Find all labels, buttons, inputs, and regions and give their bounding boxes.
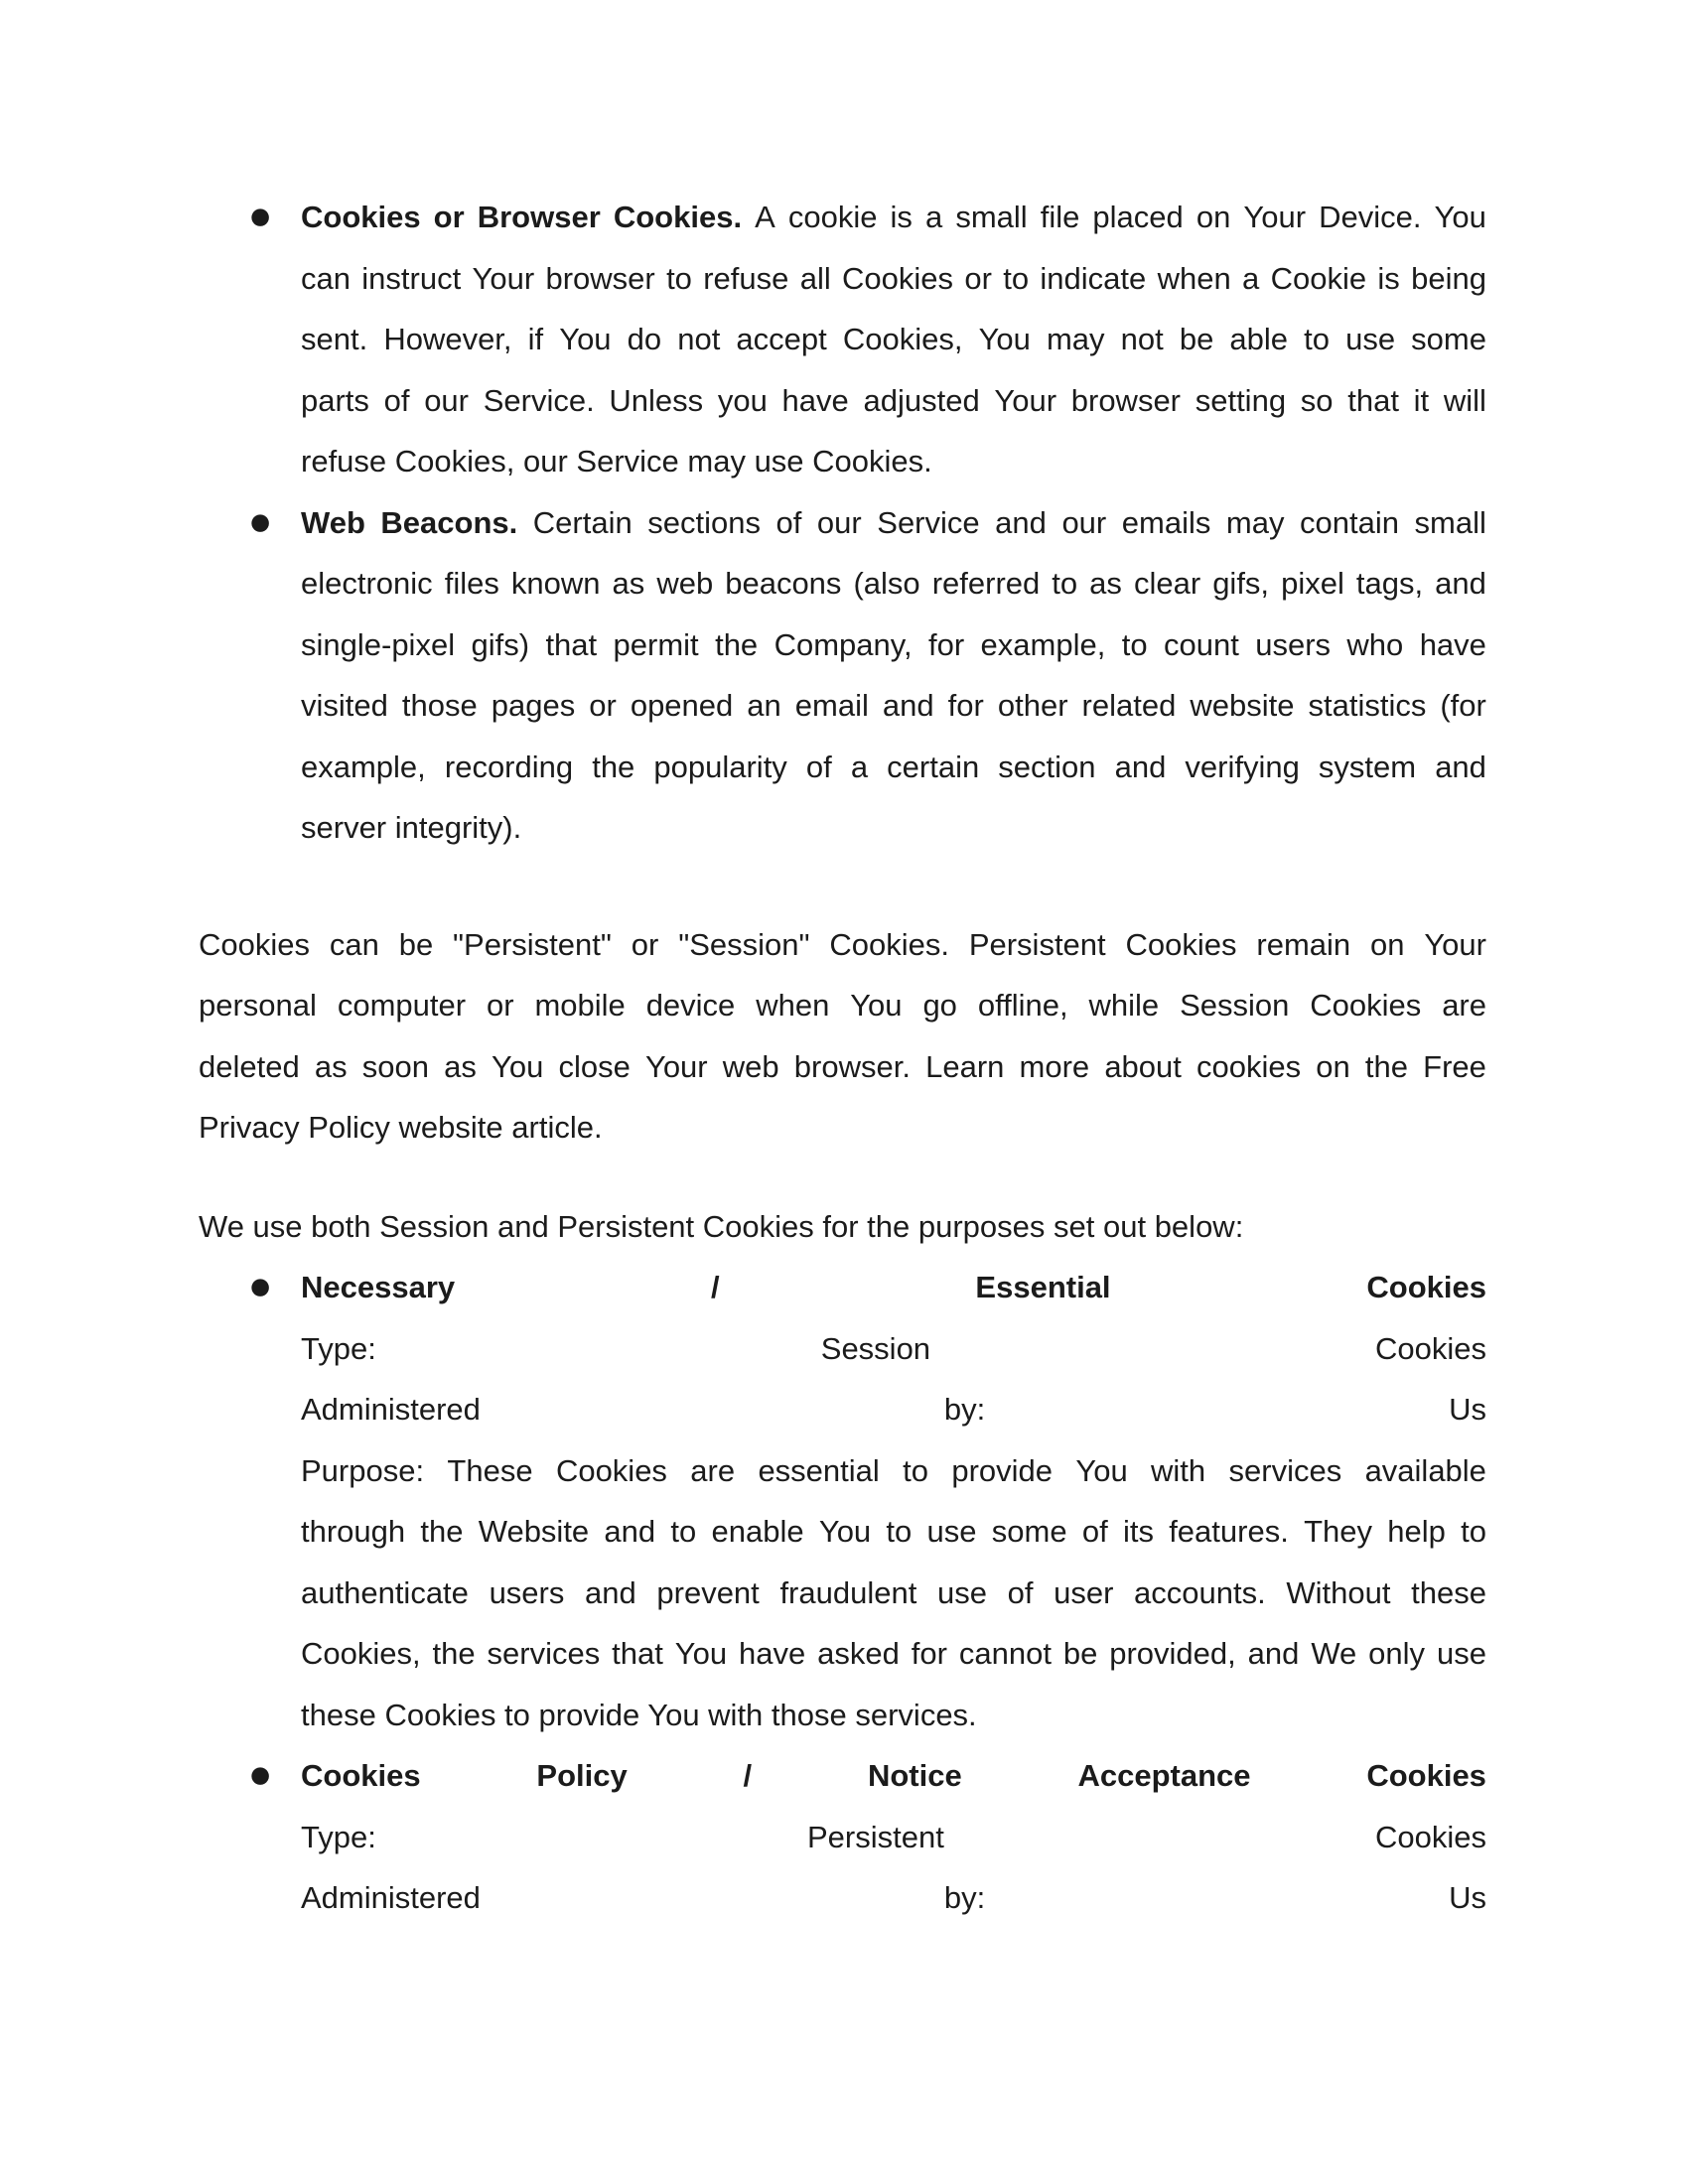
text-line (301, 1318, 1486, 1380)
text-line (301, 1807, 1486, 1868)
word: to (666, 260, 692, 296)
text-line (301, 1379, 1486, 1440)
word: as (314, 1048, 348, 1084)
word: web (656, 566, 714, 601)
word: Cookies (1310, 988, 1422, 1023)
word: use (1436, 1636, 1486, 1671)
word: of (1007, 1574, 1034, 1610)
word: as (1089, 566, 1122, 601)
word: sections (647, 504, 761, 540)
word: while (1088, 988, 1160, 1023)
word: You (1075, 1452, 1128, 1488)
word: of (1081, 1514, 1108, 1549)
word: certain (887, 749, 980, 784)
text-line (199, 914, 1486, 976)
word: to (1121, 626, 1148, 662)
word: some (991, 1514, 1067, 1549)
word: being (1411, 260, 1486, 296)
word: adjusted (863, 382, 980, 418)
word: You (978, 322, 1031, 356)
word: an (747, 688, 781, 723)
text-line: Privacy Policy website article. (199, 1110, 603, 1145)
word: its (1122, 1514, 1154, 1549)
list-item-text (301, 1745, 1486, 1929)
list-item-text (301, 187, 1486, 492)
word: "Session" (678, 926, 810, 962)
word: those (401, 688, 478, 723)
word: about (1104, 1048, 1182, 1084)
word: electronic (301, 566, 433, 601)
list-item-text (301, 1257, 1486, 1745)
word: Administered (301, 1392, 481, 1427)
word: Cookies (842, 260, 954, 296)
word: will (1443, 382, 1486, 418)
word: recording (444, 749, 574, 784)
word: pages (491, 688, 576, 723)
word: be (398, 926, 434, 962)
word: accept (736, 322, 827, 356)
paragraph-persistent-session (199, 914, 1486, 1159)
word: by: (943, 1880, 986, 1915)
word: mobile (534, 988, 626, 1023)
word: Persistent (968, 926, 1106, 962)
text-line (301, 614, 1486, 676)
word: by: (943, 1392, 986, 1427)
word: Your (1424, 926, 1486, 962)
word: gifs, (1212, 566, 1270, 601)
bullet-icon: ● (250, 1762, 271, 1788)
word: the (420, 1514, 464, 1549)
word: opened (630, 688, 734, 723)
word: clear (1133, 566, 1201, 601)
word: pixel (1281, 566, 1344, 601)
word: have (781, 382, 849, 418)
word: to (886, 1514, 913, 1549)
word: available (1364, 1452, 1486, 1488)
word: setting (1195, 382, 1287, 418)
word-bold: Browser (477, 200, 601, 234)
word: verifying (1185, 749, 1300, 784)
word-bold: Web (301, 504, 365, 540)
word: these (1411, 1574, 1486, 1610)
word: and (1114, 749, 1167, 784)
word: when (756, 988, 830, 1023)
word: referred (931, 566, 1041, 601)
word: a (925, 200, 943, 234)
word: example, (301, 749, 426, 784)
word: Unless (609, 382, 704, 418)
word: computer (337, 988, 467, 1023)
word: have (1419, 626, 1486, 662)
word: to (1003, 260, 1030, 296)
word: the (715, 626, 759, 662)
word: provided, (1109, 1636, 1236, 1671)
word: Your (994, 382, 1057, 418)
word: you (717, 382, 768, 418)
bullet-icon: ● (250, 204, 271, 229)
word: popularity (653, 749, 787, 784)
word: authenticate (301, 1574, 469, 1610)
word: permit (613, 626, 699, 662)
text-line: these Cookies to provide You with those services. (301, 1697, 977, 1732)
text-line: server integrity). (301, 810, 522, 845)
word: You (818, 1514, 872, 1549)
word: or (964, 260, 992, 296)
word: is (890, 200, 913, 234)
word-bold: Cookies (301, 200, 421, 234)
word: may (1046, 322, 1105, 356)
word: as (444, 1048, 477, 1084)
word: that (1347, 382, 1399, 418)
word: refuse (703, 260, 789, 296)
word: for (947, 688, 984, 723)
text-line (301, 553, 1486, 614)
word: of (805, 749, 832, 784)
word: personal (199, 988, 317, 1023)
word: cookie (787, 200, 878, 234)
word: We (1311, 1636, 1357, 1671)
word: asked (817, 1636, 900, 1671)
word: able (1229, 322, 1289, 356)
word: users (1255, 626, 1332, 662)
word: essential (758, 1452, 880, 1488)
text-line: We use both Session and Persistent Cookies for the purposes set out below: (199, 1208, 1244, 1244)
word: Your (1243, 200, 1307, 234)
word: Cookies (1125, 926, 1237, 962)
word-bold: Cookies (1366, 1270, 1486, 1304)
word: Service (877, 504, 980, 540)
cookies-policy-content (199, 187, 1486, 1929)
word: Us (1449, 1880, 1486, 1915)
word: are (1442, 988, 1486, 1023)
word: not (1120, 322, 1164, 356)
word: You (559, 322, 612, 356)
word: provide (951, 1452, 1054, 1488)
text-line (301, 370, 1486, 432)
word: Cookies. (829, 926, 949, 962)
word: or (589, 688, 617, 723)
word: placed (1092, 200, 1184, 234)
text-line (301, 492, 1486, 554)
word: and (1435, 749, 1486, 784)
word: may (1225, 504, 1285, 540)
word: Learn (925, 1048, 1005, 1084)
list-item-cookies-policy-acceptance (199, 1745, 1486, 1929)
word: our (424, 382, 469, 418)
word: Administered (301, 1880, 481, 1915)
word: related (1081, 688, 1177, 723)
word: can (301, 260, 351, 296)
word: for (927, 626, 965, 662)
word: soon (361, 1048, 429, 1084)
word: Cookies, (301, 1636, 421, 1671)
word: have (738, 1636, 806, 1671)
word: when (1157, 260, 1231, 296)
word: gifs) (471, 626, 530, 662)
word: be (1179, 322, 1214, 356)
word: use (936, 1574, 987, 1610)
word: not (677, 322, 721, 356)
word: features. (1169, 1514, 1289, 1549)
word: browser. (793, 1048, 911, 1084)
word: for (911, 1636, 947, 1671)
text-line (301, 1867, 1486, 1929)
word: that (545, 626, 598, 662)
word: Free (1423, 1048, 1486, 1084)
word: Device. (1319, 200, 1422, 234)
word: Website (478, 1514, 590, 1549)
word: small (1414, 504, 1486, 540)
word: Service. (483, 382, 595, 418)
word-bold: Cookies. (613, 200, 743, 234)
word: to (1461, 1514, 1486, 1549)
text-line (199, 975, 1486, 1036)
word-bold: or (433, 200, 465, 234)
word: services (1228, 1452, 1342, 1488)
word: so (1300, 382, 1334, 418)
word: a (1242, 260, 1260, 296)
word: Without (1286, 1574, 1391, 1610)
text-line (301, 1257, 1486, 1318)
word: users (489, 1574, 565, 1610)
paragraph-purposes-intro (199, 1196, 1486, 1258)
text-line (301, 1440, 1486, 1502)
word: user (1054, 1574, 1114, 1610)
word: Cookies, (842, 322, 963, 356)
word: as (612, 566, 645, 601)
word: are (690, 1452, 736, 1488)
word: only (1368, 1636, 1426, 1671)
word: statistics (1308, 688, 1427, 723)
word: on (1370, 926, 1405, 962)
word: Type: (301, 1330, 376, 1366)
word: and (585, 1574, 636, 1610)
word-bold: Cookies (1366, 1758, 1486, 1793)
word: Persistent (806, 1819, 944, 1854)
word: Cookies (199, 926, 310, 962)
word: the (592, 749, 635, 784)
cookie-purposes-list (199, 1257, 1486, 1929)
word-bold: Acceptance (1077, 1758, 1251, 1793)
word: and (604, 1514, 656, 1549)
word: Cookies (1375, 1330, 1486, 1366)
word: system (1318, 749, 1417, 784)
word: section (998, 749, 1096, 784)
word: small (955, 200, 1028, 234)
word: known (510, 566, 601, 601)
word: Company, (774, 626, 913, 662)
text-line (301, 248, 1486, 310)
word: visited (301, 688, 388, 723)
word: You (674, 1636, 728, 1671)
word: remain (1256, 926, 1351, 962)
word: a (850, 749, 869, 784)
word: emails (1121, 504, 1211, 540)
list-item-text (301, 492, 1486, 859)
text-line (301, 737, 1486, 798)
list-item-web-beacons (199, 492, 1486, 859)
word-bold: Notice (867, 1758, 962, 1793)
word: Us (1449, 1392, 1486, 1427)
word: Cookie (1270, 260, 1367, 296)
text-line (301, 1563, 1486, 1624)
word: and (882, 688, 934, 723)
word: file (1040, 200, 1080, 234)
word: Certain (532, 504, 633, 540)
word: of (775, 504, 802, 540)
word: browser (545, 260, 655, 296)
word: the (1364, 1048, 1409, 1084)
word: is (1377, 260, 1400, 296)
text-line (301, 1501, 1486, 1563)
word: to (1304, 322, 1330, 356)
word: prevent (656, 1574, 760, 1610)
word: can (329, 926, 379, 962)
word: all (799, 260, 831, 296)
word: count (1163, 626, 1239, 662)
word: These (447, 1452, 533, 1488)
word: that (612, 1636, 663, 1671)
word: You (1434, 200, 1486, 234)
word: web (722, 1048, 779, 1084)
word: or (486, 988, 514, 1023)
word: other (997, 688, 1068, 723)
word: Session (1180, 988, 1290, 1023)
word: website (1190, 688, 1295, 723)
word: close (558, 1048, 631, 1084)
word: single-pixel (301, 626, 456, 662)
word: who (1346, 626, 1404, 662)
word: Your (472, 260, 535, 296)
word: "Persistent" (453, 926, 612, 962)
word-bold: Policy (536, 1758, 628, 1793)
word: of (383, 382, 410, 418)
word: Cookies (555, 1452, 667, 1488)
word-bold: Necessary (301, 1270, 456, 1304)
word: and (1247, 1636, 1300, 1671)
word: do (627, 322, 662, 356)
word: and (1435, 566, 1486, 601)
word: through (301, 1514, 406, 1549)
word: use (926, 1514, 977, 1549)
word: (for (1440, 688, 1486, 723)
word: beacons (725, 566, 842, 601)
word: fraudulent (779, 1574, 917, 1610)
word: deleted (199, 1048, 300, 1084)
word: our (816, 504, 862, 540)
word: (also (853, 566, 920, 601)
word: Type: (301, 1819, 376, 1854)
word: help (1387, 1514, 1446, 1549)
word: with (1151, 1452, 1206, 1488)
text-line (301, 187, 1486, 248)
word: Session (820, 1330, 931, 1366)
word: and (995, 504, 1047, 540)
word: it (1413, 382, 1430, 418)
word-bold: Essential (975, 1270, 1111, 1304)
list-item-necessary-essential-cookies (199, 1257, 1486, 1745)
word: enable (711, 1514, 804, 1549)
word: to (670, 1514, 697, 1549)
word: services (487, 1636, 601, 1671)
word: Your (644, 1048, 708, 1084)
word: cannot (958, 1636, 1052, 1671)
word: device (645, 988, 736, 1023)
word: files (444, 566, 499, 601)
word: Purpose: (301, 1452, 425, 1488)
word: use (1345, 322, 1396, 356)
word: go (922, 988, 957, 1023)
word-bold: / (710, 1270, 720, 1304)
word: the (432, 1636, 476, 1671)
bullet-icon: ● (250, 1274, 271, 1299)
word: on (1316, 1048, 1350, 1084)
text-line (301, 309, 1486, 370)
text-line (301, 1623, 1486, 1685)
bullet-icon: ● (250, 508, 271, 535)
word: indicate (1040, 260, 1147, 296)
word: contain (1300, 504, 1399, 540)
word: sent. (301, 322, 368, 356)
text-line (301, 675, 1486, 737)
word: example, (980, 626, 1106, 662)
word: offline, (977, 988, 1068, 1023)
word-bold: Cookies (301, 1758, 421, 1793)
word: parts (301, 382, 369, 418)
word: if (527, 322, 544, 356)
word: tags, (1355, 566, 1424, 601)
word: instruct (361, 260, 462, 296)
word: be (1062, 1636, 1098, 1671)
word: to (903, 1452, 928, 1488)
word: browser (1070, 382, 1182, 418)
list-item-cookies-or-browser-cookies (199, 187, 1486, 492)
word-bold: / (743, 1758, 753, 1793)
word: Cookies (1374, 1819, 1486, 1854)
word: accounts. (1134, 1574, 1266, 1610)
word: You (492, 1048, 544, 1084)
word: You (850, 988, 903, 1023)
text-line: refuse Cookies, our Service may use Cookies. (301, 444, 932, 478)
word: They (1304, 1514, 1372, 1549)
tracking-technologies-list (199, 187, 1486, 859)
word: on (1196, 200, 1231, 234)
word: to (1052, 566, 1078, 601)
word: our (1061, 504, 1107, 540)
word: However, (383, 322, 512, 356)
word: A (755, 200, 775, 234)
word: or (631, 926, 659, 962)
word: some (1411, 322, 1486, 356)
word: more (1019, 1048, 1090, 1084)
text-line (199, 1036, 1486, 1098)
word-bold: Beacons. (380, 504, 518, 540)
word: email (794, 688, 869, 723)
text-line (301, 1745, 1486, 1807)
word: cookies (1196, 1048, 1302, 1084)
